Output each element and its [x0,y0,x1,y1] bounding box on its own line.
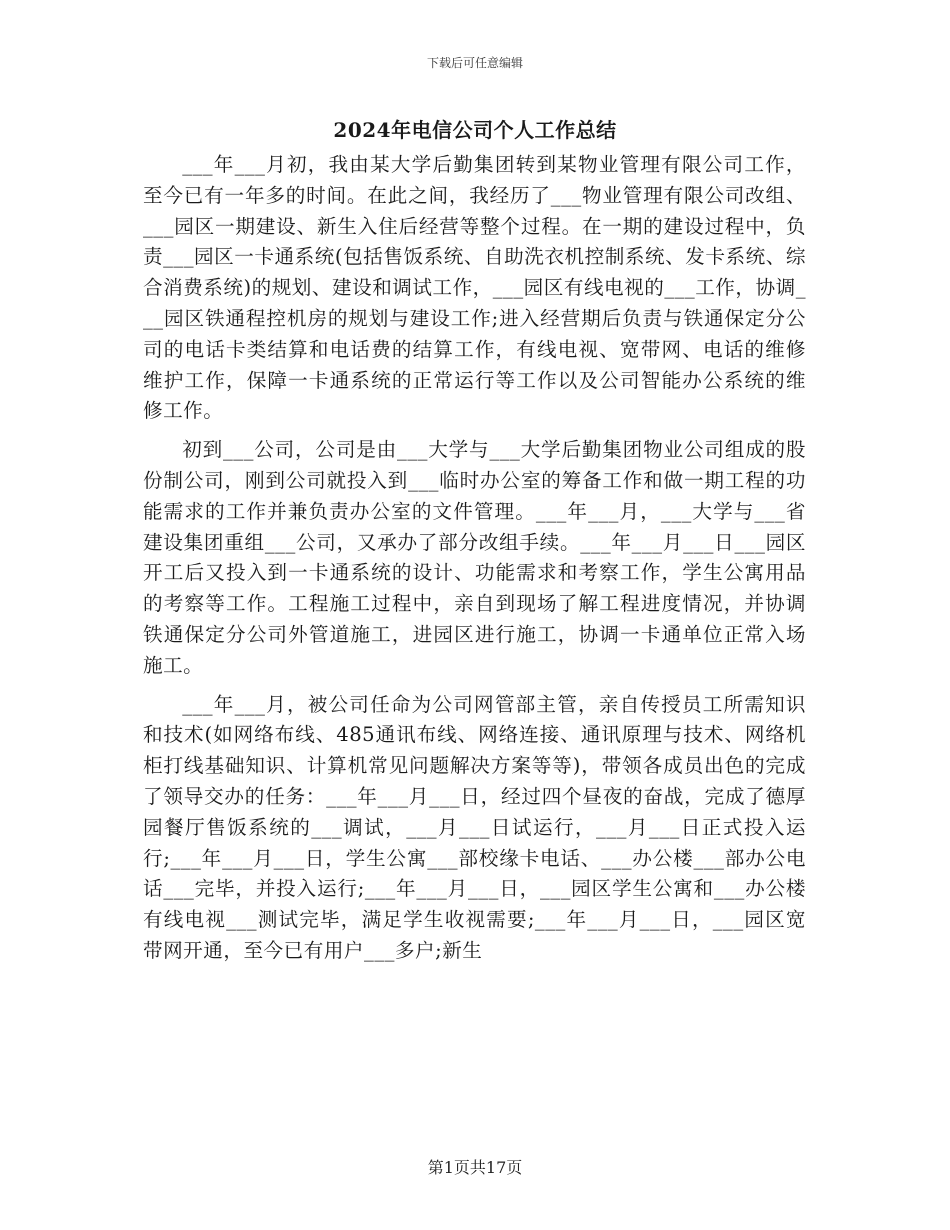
paragraph-3: ___年___月，被公司任命为公司网管部主管，亲自传授员工所需知识和技术(如网络布线、485通讯布线、网络连接、通讯原理与技术、网络机柜打线基础知识、计算机常见问题解决方案等等)，带领各成员出色的完成了领导交办的任务：___年___月___日，经过四个昼夜的奋战，完成了德厚园餐厅售饭系统的___调试，___月___日试运行，___月___日正式投入运行;___年___月___日，学生公寓___部校缘卡电话、___办公楼___部办公电话___完毕，并投入运行;___年___月___日，___园区学生公寓和___办公楼有线电视___测试完毕，满足学生收视需要;___年___月___日，___园区宽带网开通，至今已有用户___多户;新生 [143,692,806,962]
page-number: 第1页共17页 [427,1158,523,1177]
document-body [143,150,806,975]
header-note: 下载后可任意编辑 [426,56,523,70]
paragraph-2: 初到___公司，公司是由___大学与___大学后勤集团物业公司组成的股份制公司，刚到公司就投入到___临时办公室的筹备工作和做一期工程的功能需求的工作并兼负责办公室的文件管理。___年___月，___大学与___省建设集团重组___公司，又承办了部分改组手续。___年___月___日___园区开工后又投入到一卡通系统的设计、功能需求和考察工作，学生公寓用品的考察等工作。工程施工过程中，亲自到现场了解工程进度情况，并协调铁通保定分公司外管道施工，进园区进行施工，协调一卡通单位正常入场施工。 [143,438,806,677]
document-title: 2024年电信公司个人工作总结 [333,118,617,142]
paragraph-1: ___年___月初，我由某大学后勤集团转到某物业管理有限公司工作，至今已有一年多的时间。在此之间，我经历了___物业管理有限公司改组、___园区一期建设、新生入住后经营等整个过程。在一期的建设过程中，负责___园区一卡通系统(包括售饭系统、自助洗衣机控制系统、发卡系统、综合消费系统)的规划、建设和调试工作，___园区有线电视的___工作，协调___园区铁通程控机房的规划与建设工作;进入经营期后负责与铁通保定分公司的电话卡类结算和电话费的结算工作，有线电视、宽带网、电话的维修维护工作，保障一卡通系统的正常运行等工作以及公司智能办公系统的维修工作。 [143,153,806,423]
